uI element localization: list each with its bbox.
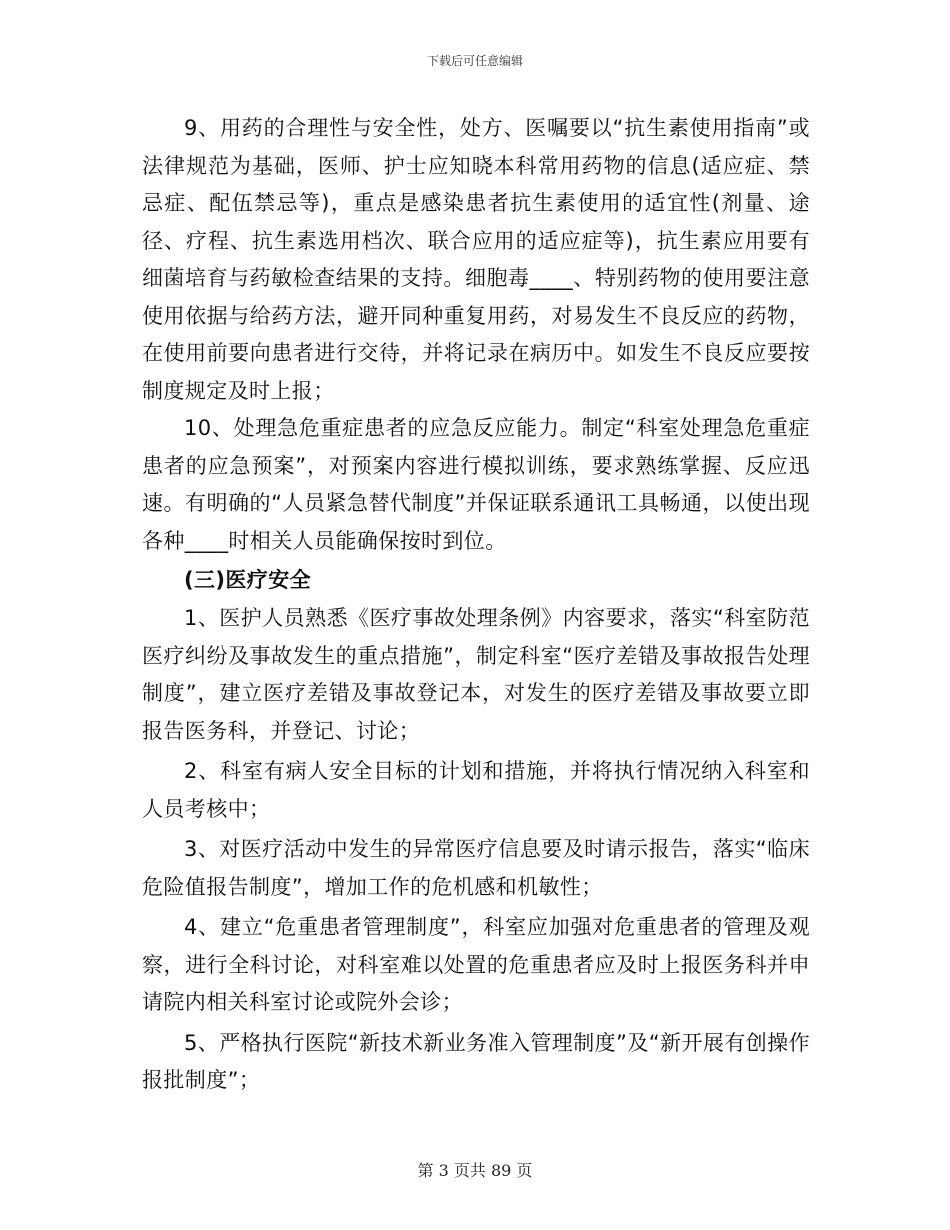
paragraph-9: 9、用药的合理性与安全性，处方、医嘱要以“抗生素使用指南”或法律规范为基础，医师、护士应知晓本科常用药物的信息(适应症、禁忌症、配伍禁忌等)，重点是感染患者抗生素使用的适宜性(剂量、途径、疗程、抗生素选用档次、联合应用的适应症等)，抗生素应用要有细菌培育与药敏检查结果的支持。细胞毒____、特别药物的使用要注意使用依据与给药方法，避开同种重复用药，对易发生不良反应的药物，在使用前要向患者进行交待，并将记录在病历中。如发生不良反应要按制度规定及时上报；	[142, 116, 810, 403]
paragraph-10: 10、处理急危重症患者的应急反应能力。制定“科室处理急危重症患者的应急预案”，对预案内容进行模拟训练，要求熟练掌握、反应迅速。有明确的“人员紧急替代制度”并保证联系通讯工具畅通，以使出现各种____时相关人员能确保按时到位。	[142, 416, 810, 553]
document-body	[142, 110, 810, 1100]
page-footer: 第 3 页共 89 页	[417, 1161, 533, 1180]
paragraph-safety-4: 4、建立“危重患者管理制度”，科室应加强对危重患者的管理及观察，进行全科讨论，对科室难以处置的危重患者应及时上报医务科并申请院内相关科室讨论或院外会诊；	[142, 915, 810, 1014]
section-title: (三)医疗安全	[184, 568, 311, 592]
paragraph-safety-3: 3、对医疗活动中发生的异常医疗信息要及时请示报告，落实“临床危险值报告制度”，增加工作的危机感和机敏性；	[142, 837, 810, 899]
paragraph-safety-1: 1、医护人员熟悉《医疗事故处理条例》内容要求，落实“科室防范医疗纠纷及事故发生的重点措施”，制定科室“医疗差错及事故报告处理制度”，建立医疗差错及事故登记本，对发生的医疗差错及事故要立即报告医务科，并登记、讨论；	[142, 606, 810, 743]
paragraph-safety-2: 2、科室有病人安全目标的计划和措施，并将执行情况纳入科室和人员考核中；	[142, 759, 810, 821]
page-header: 下载后可任意编辑	[426, 54, 523, 68]
paragraph-safety-5: 5、严格执行医院“新技术新业务准入管理制度”及“新开展有创操作报批制度”；	[142, 1030, 810, 1092]
